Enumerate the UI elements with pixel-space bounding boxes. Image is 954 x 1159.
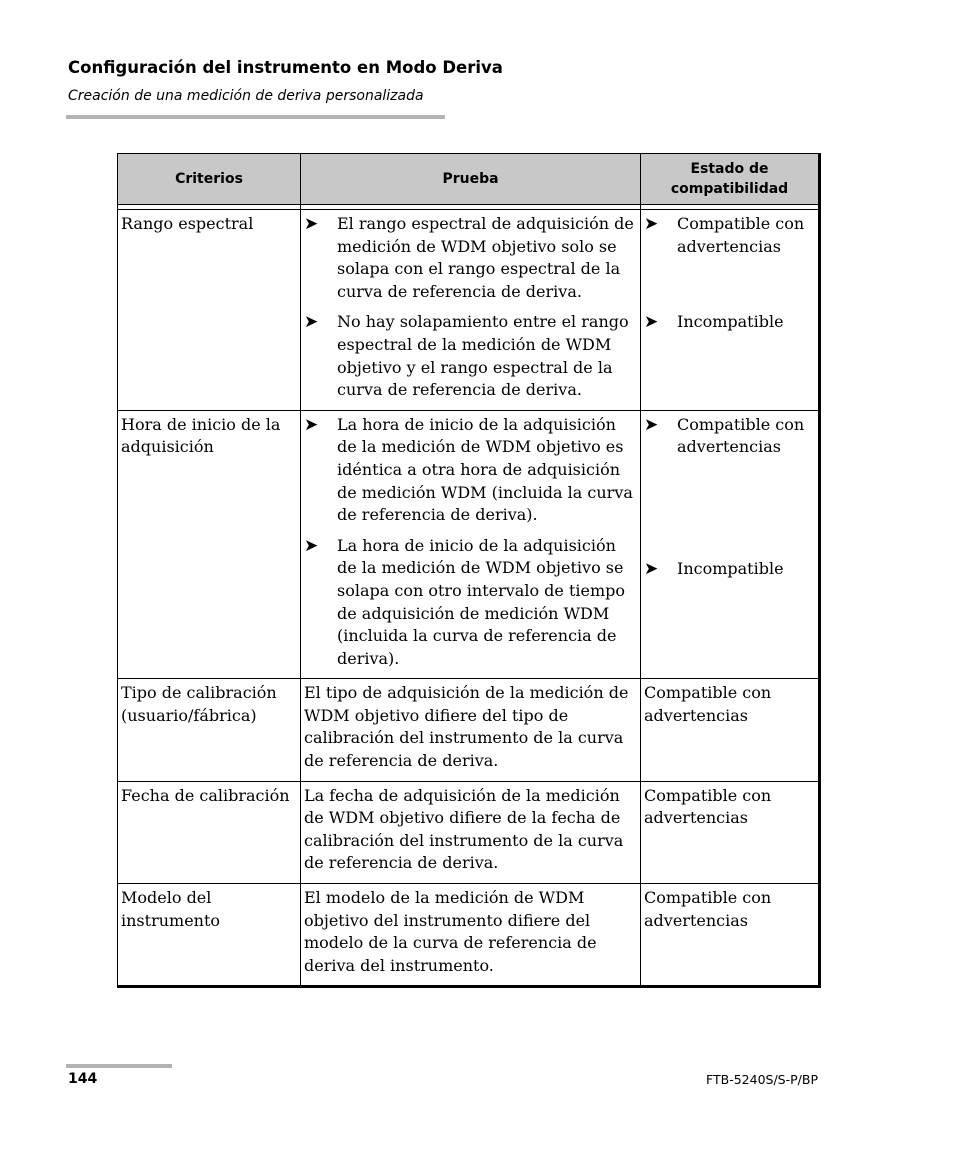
test-cell xyxy=(301,210,641,411)
criterion-cell: Modelo del instrumento xyxy=(118,884,301,987)
test-item xyxy=(304,535,637,671)
page-number: 144 xyxy=(68,1071,98,1087)
column-header-criterios: Criterios xyxy=(118,154,301,205)
test-cell: El modelo de la medición de WDM objetivo del instrumento difiere del modelo de la curva de referencia de deriva del instrumento. xyxy=(301,884,641,987)
criterion-cell: Fecha de calibración xyxy=(118,781,301,883)
status-text: Compatible con advertencias xyxy=(677,414,805,457)
arrow-bullet-icon: ➤ xyxy=(644,558,659,579)
test-item xyxy=(304,213,637,303)
arrow-bullet-icon: ➤ xyxy=(304,414,319,435)
table-row xyxy=(118,679,820,781)
status-text: Compatible con advertencias xyxy=(677,214,805,256)
table-row xyxy=(118,781,820,883)
table-row xyxy=(118,410,820,679)
table-row xyxy=(118,210,820,411)
criterion-cell: Tipo de calibración (usuario/fábrica) xyxy=(118,679,301,781)
criteria-table xyxy=(117,153,821,988)
footer-divider xyxy=(66,1064,172,1068)
table-row xyxy=(118,884,820,987)
status-cell: Compatible con advertencias xyxy=(641,781,820,883)
test-item xyxy=(304,414,637,527)
test-text: La hora de inicio de la adquisición de la medición de WDM objetivo es idéntica a otra hora de adquisición de medición WDM (incluida la curva de referencia de deriva). xyxy=(337,414,633,525)
header-divider xyxy=(66,115,445,119)
section-subtitle: Creación de una medición de deriva personalizada xyxy=(68,88,424,104)
status-text: Incompatible xyxy=(677,312,784,331)
test-item xyxy=(304,311,637,401)
status-cell: Compatible con advertencias xyxy=(641,884,820,987)
section-title: Configuración del instrumento en Modo Deriva xyxy=(68,58,503,77)
status-text: Incompatible xyxy=(677,558,784,578)
status-cell xyxy=(641,410,820,679)
table-header-row xyxy=(118,154,820,205)
arrow-bullet-icon: ➤ xyxy=(644,312,659,332)
criterion-cell: Rango espectral xyxy=(118,210,301,411)
status-cell xyxy=(641,210,820,411)
arrow-bullet-icon: ➤ xyxy=(644,414,659,435)
arrow-bullet-icon: ➤ xyxy=(304,535,319,556)
product-name: FTB-5240S/S-P/BP xyxy=(706,1072,818,1087)
test-cell xyxy=(301,410,641,679)
arrow-bullet-icon: ➤ xyxy=(304,312,319,333)
test-text: El rango espectral de adquisición de medición de WDM objetivo solo se solapa con el rango espectral de la curva de referencia de deriva. xyxy=(337,214,634,301)
test-cell: El tipo de adquisición de la medición de WDM objetivo difiere del tipo de calibración del instrumento de la curva de referencia de deriva. xyxy=(301,679,641,781)
status-item xyxy=(644,414,815,550)
test-text: No hay solapamiento entre el rango espectral de la medición de WDM objetivo y el rango espectral de la curva de referencia de deriva. xyxy=(337,312,629,400)
arrow-bullet-icon: ➤ xyxy=(644,214,659,234)
column-header-prueba: Prueba xyxy=(301,154,641,205)
status-item xyxy=(644,213,815,303)
test-cell: La fecha de adquisición de la medición de WDM objetivo difiere de la fecha de calibración del instrumento de la curva de referencia de deriva. xyxy=(301,781,641,883)
test-text: La hora de inicio de la adquisición de la medición de WDM objetivo se solapa con otro intervalo de tiempo de adquisición de medición WDM (incluida la curva de referencia de deriva). xyxy=(337,535,626,668)
status-cell: Compatible con advertencias xyxy=(641,679,820,781)
column-header-estado: Estado de compatibilidad xyxy=(641,154,820,205)
criterion-cell: Hora de inicio de la adquisición xyxy=(118,410,301,679)
arrow-bullet-icon: ➤ xyxy=(304,214,319,234)
status-item xyxy=(644,311,815,334)
status-item xyxy=(644,558,815,581)
